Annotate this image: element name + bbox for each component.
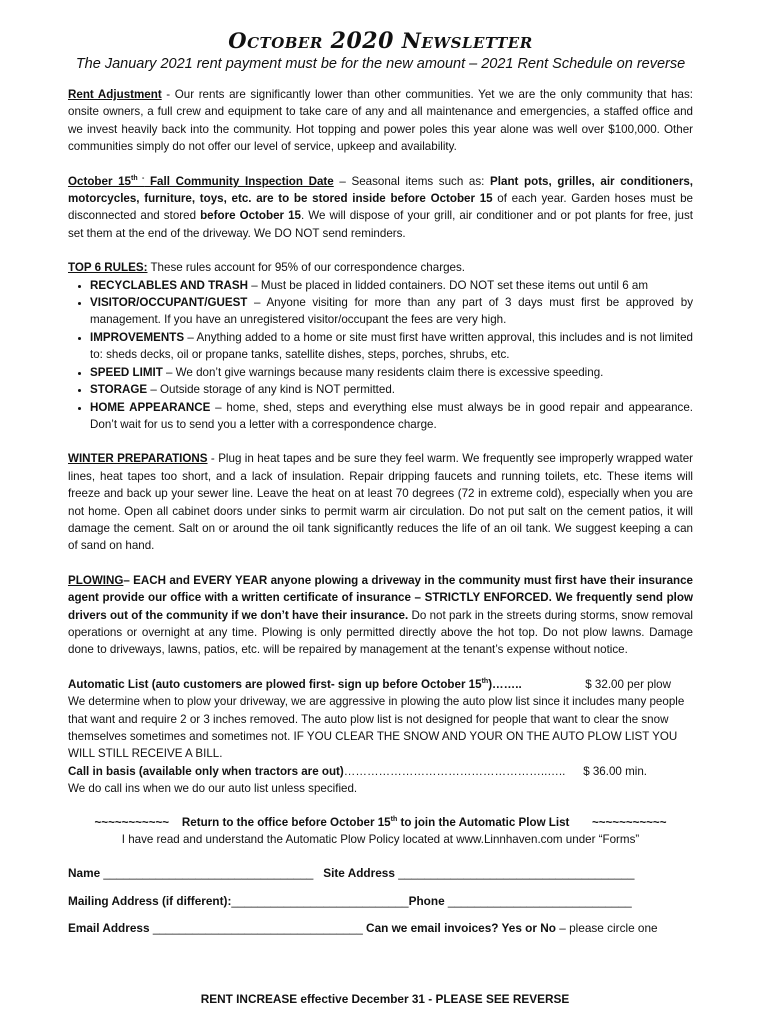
rules-list: [68, 277, 693, 434]
auto-list-row: Automatic List (auto customers are plowed first- sign up before October 15th)…….. $ 32.00 per plow: [68, 676, 693, 693]
subtitle: The January 2021 rent payment must be for the new amount – 2021 Rent Schedule on reverse: [75, 56, 686, 72]
rules-heading: TOP 6 RULES:: [68, 261, 148, 275]
title-word-october: October: [228, 28, 323, 53]
auto-list-section: [68, 676, 693, 798]
newsletter-title: [68, 28, 693, 54]
rules-intro: These rules account for 95% of our correspondence charges.: [147, 261, 465, 275]
list-item: • IMPROVEMENTS – Anything added to a home or site must first have written approval, this includes and is not limited to: sheds decks, oil or propane tanks, satellite dishes, steps, porches, shrubs, etc.: [90, 329, 693, 364]
return-section: [68, 814, 693, 849]
list-item: • RECYCLABLES AND TRASH – Must be placed in lidded containers. DO NOT set these items out until 6 am: [90, 277, 693, 294]
inspection-items: Plant pots, grilles, air conditioners, motorcycles, furniture, toys, etc. are to be stored inside before October 15: [68, 174, 693, 206]
plowing-body: Do not park in the streets during storms, snow removal operations or overnight at any time. Plowing is only permitted directly above the hot top. Do not plow lawns. Damage done to driveways, lawns, patios, etc. will be repaired by management at the tenant’s expense without notice.: [68, 608, 694, 657]
inspection-section: [68, 173, 693, 243]
winter-body: - Plug in heat tapes and be sure they feel warm. We frequently see improperly wrapped water lines, heat tapes too short, and a lack of insulation. Repair dripping faucets and running toilets, etc. These items will freeze and back up your sewer line. Leave the heat on at least 70 degrees (72 in extreme cold), especially when you are not home. Open all cabinet doors under sinks to permit warm air circulation. Do not put salt on the cement patios, it will damage the cement. Salt on or around the oil tank significantly reduces the life of an oil tank. We suggest keeping a can of sand on hand.: [68, 452, 694, 553]
inspection-date: October $15^{th -}$ Fall Community Inspection Date: [68, 174, 334, 188]
phone-field[interactable]: ____________________________: [447, 893, 632, 908]
list-item: • VISITOR/OCCUPANT/GUEST – Anyone visiting for more than any part of 3 days must first be approved by management. If you have an unregistered visitor/occupant the fees are very high.: [90, 294, 693, 329]
call-in-label: Call in basis (available only when tractors are out): [68, 764, 344, 778]
winter-section: [68, 450, 693, 554]
rules-section: [68, 259, 693, 433]
mailing-address-field[interactable]: ___________________________: [231, 893, 409, 908]
form-mailing-row: Mailing Address (if different):___________________________Phone ____________________________: [68, 893, 632, 908]
form-name-row: Name ________________________________ Site Address ____________________________________: [68, 866, 635, 881]
auto-list-body: We determine when to plow your driveway, we are aggressive in plowing the auto plow list since it includes many people that want and require 2 or 3 inches removed. The auto plow list is not designed for people that want to clear the snow themselves sometimes and sometimes not. IF YOU CLEAR THE SNOW AND YOUR ON THE AUTO PLOW LIST YOU WILL STILL RECEIVE A BILL.: [68, 695, 685, 761]
form-email-row: Email Address ________________________________ Can we email invoices? Yes or No – please circle one: [68, 921, 658, 936]
call-in-row: Call in basis (available only when tractors are out)……………………………………………..….. $ 36.00 min.: [68, 763, 693, 780]
plowing-section: [68, 572, 693, 659]
rent-adjustment-heading: Rent Adjustment: [68, 88, 162, 101]
rent-adjustment-section: [68, 86, 693, 156]
inspection-deadline: before October 15: [200, 209, 302, 223]
list-item: • STORAGE – Outside storage of any kind is NOT permitted.: [90, 381, 693, 398]
plowing-heading: PLOWING: [68, 573, 124, 587]
winter-heading: WINTER PREPARATIONS: [68, 452, 208, 466]
inspection-lead: – Seasonal items such as:: [333, 174, 491, 188]
policy-acknowledgement: I have read and understand the Automatic Plow Policy located at www.Linnhaven.com under “Forms”: [121, 833, 640, 847]
list-item: • HOME APPEARANCE – home, shed, steps and everything else must always be in good repair and appearance. Don’t wait for us to send you a letter with a correspondence charge.: [90, 399, 693, 434]
invoice-note: – please circle one: [555, 921, 658, 936]
call-in-note: We do call ins when we do our auto list unless specified.: [68, 782, 358, 796]
list-item: • SPEED LIMIT – We don’t give warnings because many residents claim there is excessive speeding.: [90, 364, 693, 381]
auto-list-price: $ 32.00 per plow: [585, 677, 671, 691]
rent-adjustment-body: - Our rents are significantly lower than other communities. Yet we are the only community that has: onsite owners, a full crew and equipment to take care of any and all maintenance and emergencies, a staffed office and we invest heavily back into the community. Hot topping and power poles this year alone was well over $100,000. Other communities simply do not offer our level of service, upkeep and availability.: [68, 88, 693, 154]
newsletter-page: [68, 28, 693, 938]
email-field[interactable]: ________________________________: [152, 921, 363, 936]
auto-list-label: Automatic List (auto customers are plowed first- sign up before October 15: [68, 677, 482, 691]
title-word-newsletter: Newsletter: [401, 28, 533, 53]
footer-notice: RENT INCREASE effective December 31 - PLEASE SEE REVERSE: [200, 992, 570, 1006]
name-field[interactable]: ________________________________: [103, 866, 314, 881]
inspection-mid: of each year. Garden hoses must be disconnected and stored: [68, 192, 693, 223]
inspection-tail: . We will dispose of your grill, air conditioner and or pot plants for free, just set them at the end of the driveway. We DO NOT send reminders.: [68, 209, 693, 240]
return-line: ~~~~~~~~~~~ Return to the office before October 15th to join the Automatic Plow List ~~~~~~~~~~~: [94, 815, 667, 829]
site-address-field[interactable]: ____________________________________: [398, 866, 635, 881]
plowing-insurance: – EACH and EVERY YEAR anyone plowing a driveway in the community must first have their insurance agent provide our office with a written certificate of insurance – STRICTLY ENFORCED. We frequently send plow drivers out of the community if we don’t have their insurance.: [68, 573, 693, 622]
title-year: 2020: [330, 28, 394, 54]
invoice-question: Can we email invoices? Yes or No: [366, 921, 556, 936]
call-in-price: $ 36.00 min.: [583, 764, 647, 778]
